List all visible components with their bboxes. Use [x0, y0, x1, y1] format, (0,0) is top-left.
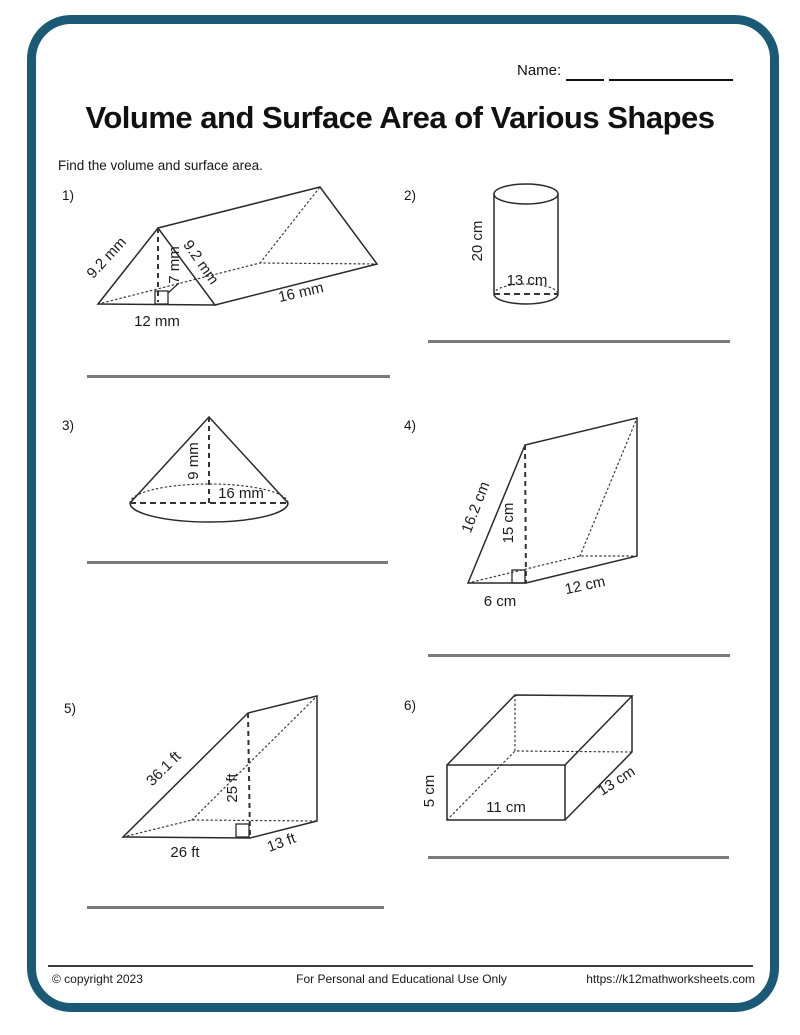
dimension-label: 15 cm — [500, 502, 517, 544]
dimension-label: 12 mm — [134, 313, 180, 330]
name-label: Name: — [517, 62, 562, 79]
problem-5-number: 5) — [64, 701, 77, 716]
answer-blank-3 — [87, 561, 388, 564]
figure-cone — [55, 408, 395, 538]
page-title: Volume and Surface Area of Various Shapes — [85, 100, 715, 135]
problem-4-number: 4) — [404, 418, 417, 433]
answer-blank-2 — [428, 340, 730, 343]
problem-1-number: 1) — [62, 188, 75, 203]
dimension-label: 6 cm — [483, 593, 517, 610]
problem-2-number: 2) — [404, 188, 417, 203]
dimension-label: 9 mm — [185, 442, 202, 480]
dimension-label: 12 cm — [563, 573, 607, 599]
name-blank-line — [609, 79, 733, 81]
dimension-label: 13 ft — [264, 829, 299, 856]
name-blank-line — [566, 79, 604, 81]
answer-blank-1 — [87, 375, 390, 378]
dimension-label: 16 mm — [276, 279, 326, 307]
figure-right-triangular-prism — [420, 405, 750, 620]
footer-divider — [48, 965, 753, 967]
dimension-label: 9.2 mm — [83, 233, 130, 283]
problem-3-number: 3) — [62, 418, 75, 433]
dimension-label: 13 cm — [506, 272, 548, 289]
dimension-label: 16 mm — [218, 485, 264, 502]
footer-url: https://k12mathworksheets.com — [586, 972, 755, 986]
dimension-label: 25 ft — [224, 773, 241, 803]
figure-cylinder — [420, 178, 750, 313]
dimension-label: 9.2 mm — [179, 237, 222, 288]
dimension-label: 20 cm — [469, 220, 486, 262]
figure-triangular-prism — [55, 183, 395, 338]
figure-right-triangular-prism — [55, 690, 395, 865]
dimension-label: 26 ft — [170, 844, 200, 861]
dimension-label: 36.1 ft — [143, 748, 185, 790]
dimension-label: 7 mm — [166, 246, 183, 284]
footer-license: For Personal and Educational Use Only — [296, 972, 507, 986]
figure-rectangular-prism — [420, 685, 750, 835]
dimension-label: 16.2 cm — [458, 479, 494, 536]
instruction-text: Find the volume and surface area. — [58, 158, 263, 173]
answer-blank-4 — [428, 654, 730, 657]
dimension-label: 11 cm — [486, 799, 526, 816]
dimension-label: 13 cm — [594, 762, 639, 800]
problem-6-number: 6) — [404, 698, 417, 713]
footer-copyright: © copyright 2023 — [52, 972, 143, 986]
answer-blank-5 — [87, 906, 384, 909]
dimension-label: 5 cm — [421, 774, 438, 808]
answer-blank-6 — [428, 856, 729, 859]
